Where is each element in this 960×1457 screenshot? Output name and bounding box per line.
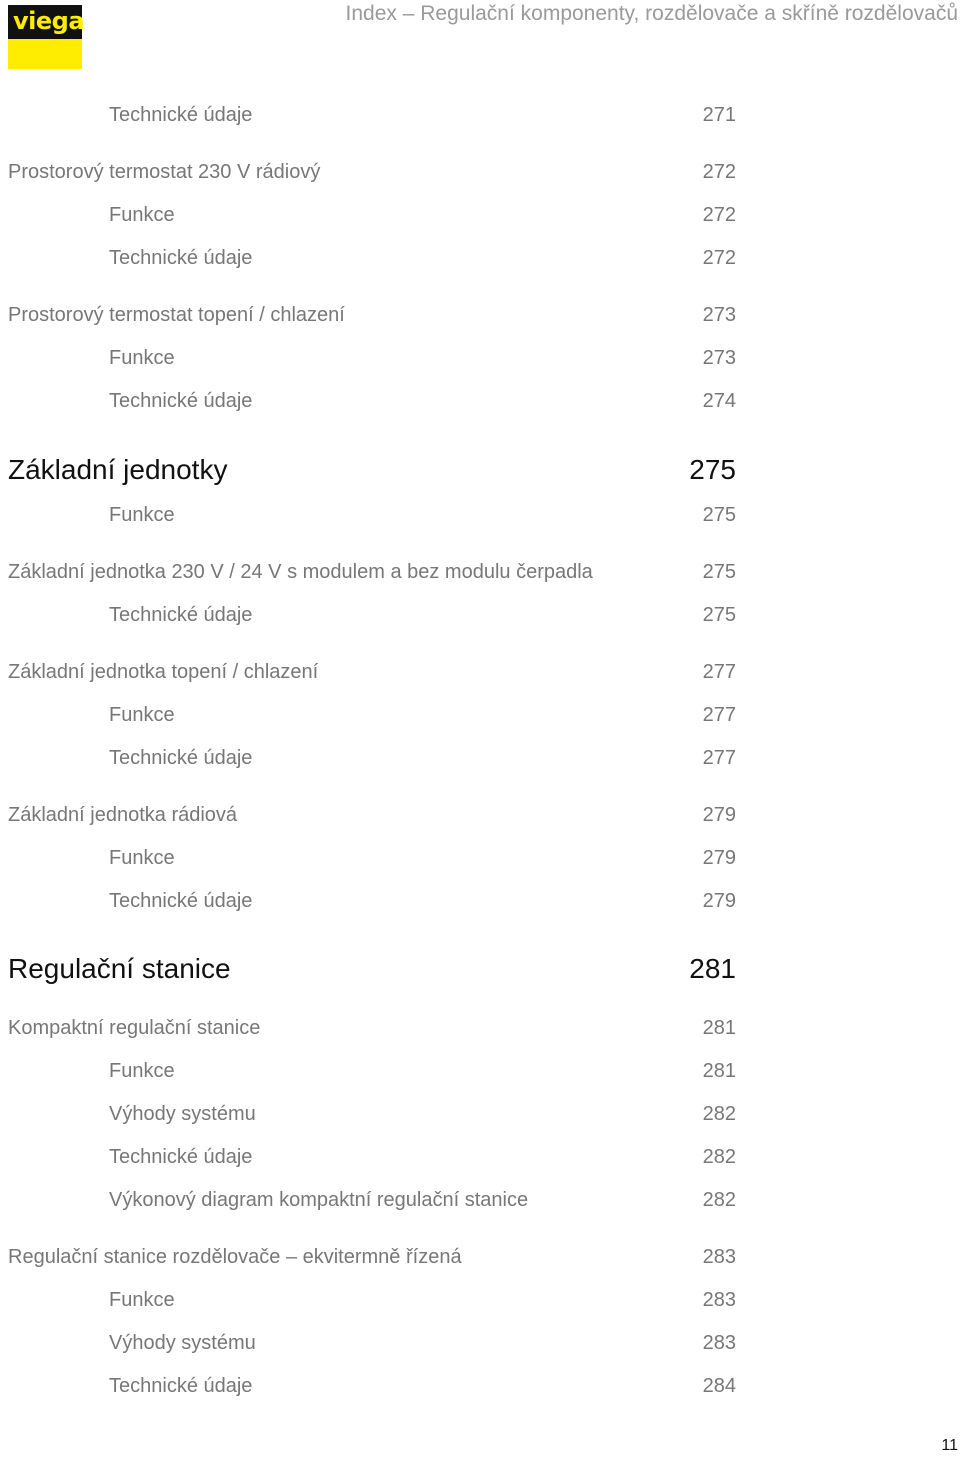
toc-entry[interactable] xyxy=(8,1013,736,1043)
toc-entry-page: 273 xyxy=(702,304,736,326)
toc-entry-title: Funkce xyxy=(109,704,175,726)
toc-chapter-page: 281 xyxy=(689,953,736,984)
toc-entry-page: 284 xyxy=(702,1375,736,1397)
toc-chapter-page: 275 xyxy=(689,454,736,485)
toc-entry[interactable] xyxy=(109,200,736,230)
toc-entry-page: 281 xyxy=(702,1017,736,1039)
toc-entry-page: 279 xyxy=(702,847,736,869)
toc-entry-page: 281 xyxy=(702,1060,736,1082)
toc-entry-page: 272 xyxy=(702,204,736,226)
toc-chapter-entry[interactable] xyxy=(8,950,736,988)
toc-entry-title: Prostorový termostat topení / chlazení xyxy=(8,304,345,326)
toc-entry-page: 275 xyxy=(702,604,736,626)
toc-entry-title: Technické údaje xyxy=(109,604,253,626)
page-number: 11 xyxy=(941,1437,958,1454)
toc-entry[interactable] xyxy=(109,243,736,273)
toc-entry-page: 282 xyxy=(702,1146,736,1168)
toc-entry-page: 271 xyxy=(702,104,736,126)
toc-entry-title: Technické údaje xyxy=(109,247,253,269)
toc-entry-title: Technické údaje xyxy=(109,747,253,769)
logo-text: viega xyxy=(13,7,85,35)
toc-entry[interactable] xyxy=(109,1099,736,1129)
toc-chapter-title: Základní jednotky xyxy=(8,454,228,485)
toc-entry-title: Technické údaje xyxy=(109,890,253,912)
toc-entry-title: Regulační stanice rozdělovače – ekvitermně řízená xyxy=(8,1246,462,1268)
toc-entry-page: 282 xyxy=(702,1189,736,1211)
toc-entry[interactable] xyxy=(109,343,736,373)
toc-entry-page: 282 xyxy=(702,1103,736,1125)
toc-entry-title: Základní jednotka 230 V / 24 V s modulem a bez modulu čerpadla xyxy=(8,561,593,583)
toc-entry-title: Funkce xyxy=(109,504,175,526)
toc-entry-page: 275 xyxy=(702,504,736,526)
toc-entry-title: Technické údaje xyxy=(109,1146,253,1168)
toc-entry-title: Technické údaje xyxy=(109,1375,253,1397)
toc-entry[interactable] xyxy=(8,1242,736,1272)
toc-entry-page: 274 xyxy=(702,390,736,412)
toc-entry[interactable] xyxy=(109,1371,736,1401)
toc-entry[interactable] xyxy=(109,886,736,916)
toc-entry-page: 277 xyxy=(702,704,736,726)
toc-entry-page: 283 xyxy=(702,1246,736,1268)
toc-entry-title: Prostorový termostat 230 V rádiový xyxy=(8,161,321,183)
toc-entry-title: Technické údaje xyxy=(109,390,253,412)
toc-entry-title: Technické údaje xyxy=(109,104,253,126)
toc-entry[interactable] xyxy=(109,743,736,773)
toc-entry-page: 279 xyxy=(702,890,736,912)
toc-entry-page: 277 xyxy=(702,747,736,769)
toc-entry[interactable] xyxy=(8,657,736,687)
toc-entry-title: Výhody systému xyxy=(109,1332,256,1354)
toc-entry-title: Kompaktní regulační stanice xyxy=(8,1017,261,1039)
toc-entry[interactable] xyxy=(8,157,736,187)
toc-entry[interactable] xyxy=(109,1142,736,1172)
toc-entry-title: Funkce xyxy=(109,1289,175,1311)
toc-entry-page: 277 xyxy=(702,661,736,683)
toc-entry-title: Funkce xyxy=(109,347,175,369)
toc-entry[interactable] xyxy=(109,700,736,730)
toc-entry-page: 272 xyxy=(702,161,736,183)
toc-entry[interactable] xyxy=(109,386,736,416)
toc-entry-page: 273 xyxy=(702,347,736,369)
toc-chapter-title: Regulační stanice xyxy=(8,953,231,984)
toc-entry[interactable] xyxy=(8,800,736,830)
toc-entry[interactable] xyxy=(109,1285,736,1315)
toc-entry[interactable] xyxy=(109,843,736,873)
toc-entry[interactable] xyxy=(109,600,736,630)
toc-entry-page: 275 xyxy=(702,561,736,583)
toc-entry-page: 283 xyxy=(702,1332,736,1354)
toc-entry[interactable] xyxy=(8,300,736,330)
toc-chapter-entry[interactable] xyxy=(8,451,736,489)
toc-entry-title: Základní jednotka topení / chlazení xyxy=(8,661,319,683)
toc-entry-title: Základní jednotka rádiová xyxy=(8,804,238,826)
toc-entry-title: Funkce xyxy=(109,1060,175,1082)
toc-entry[interactable] xyxy=(109,100,736,130)
toc-entry-title: Výkonový diagram kompaktní regulační stanice xyxy=(109,1189,529,1211)
toc-entry[interactable] xyxy=(109,1328,736,1358)
toc-entry-title: Výhody systému xyxy=(109,1103,256,1125)
toc-entry-title: Funkce xyxy=(109,204,175,226)
toc-entry[interactable] xyxy=(8,557,736,587)
toc-entry[interactable] xyxy=(109,500,736,530)
toc-entry-page: 283 xyxy=(702,1289,736,1311)
page-header-title: Index – Regulační komponenty, rozdělovače a skříně rozdělovačů xyxy=(345,2,958,25)
toc-entry-page: 279 xyxy=(702,804,736,826)
toc-entry[interactable] xyxy=(109,1185,736,1215)
toc-entry[interactable] xyxy=(109,1056,736,1086)
toc-entry-page: 272 xyxy=(702,247,736,269)
toc-entry-title: Funkce xyxy=(109,847,175,869)
